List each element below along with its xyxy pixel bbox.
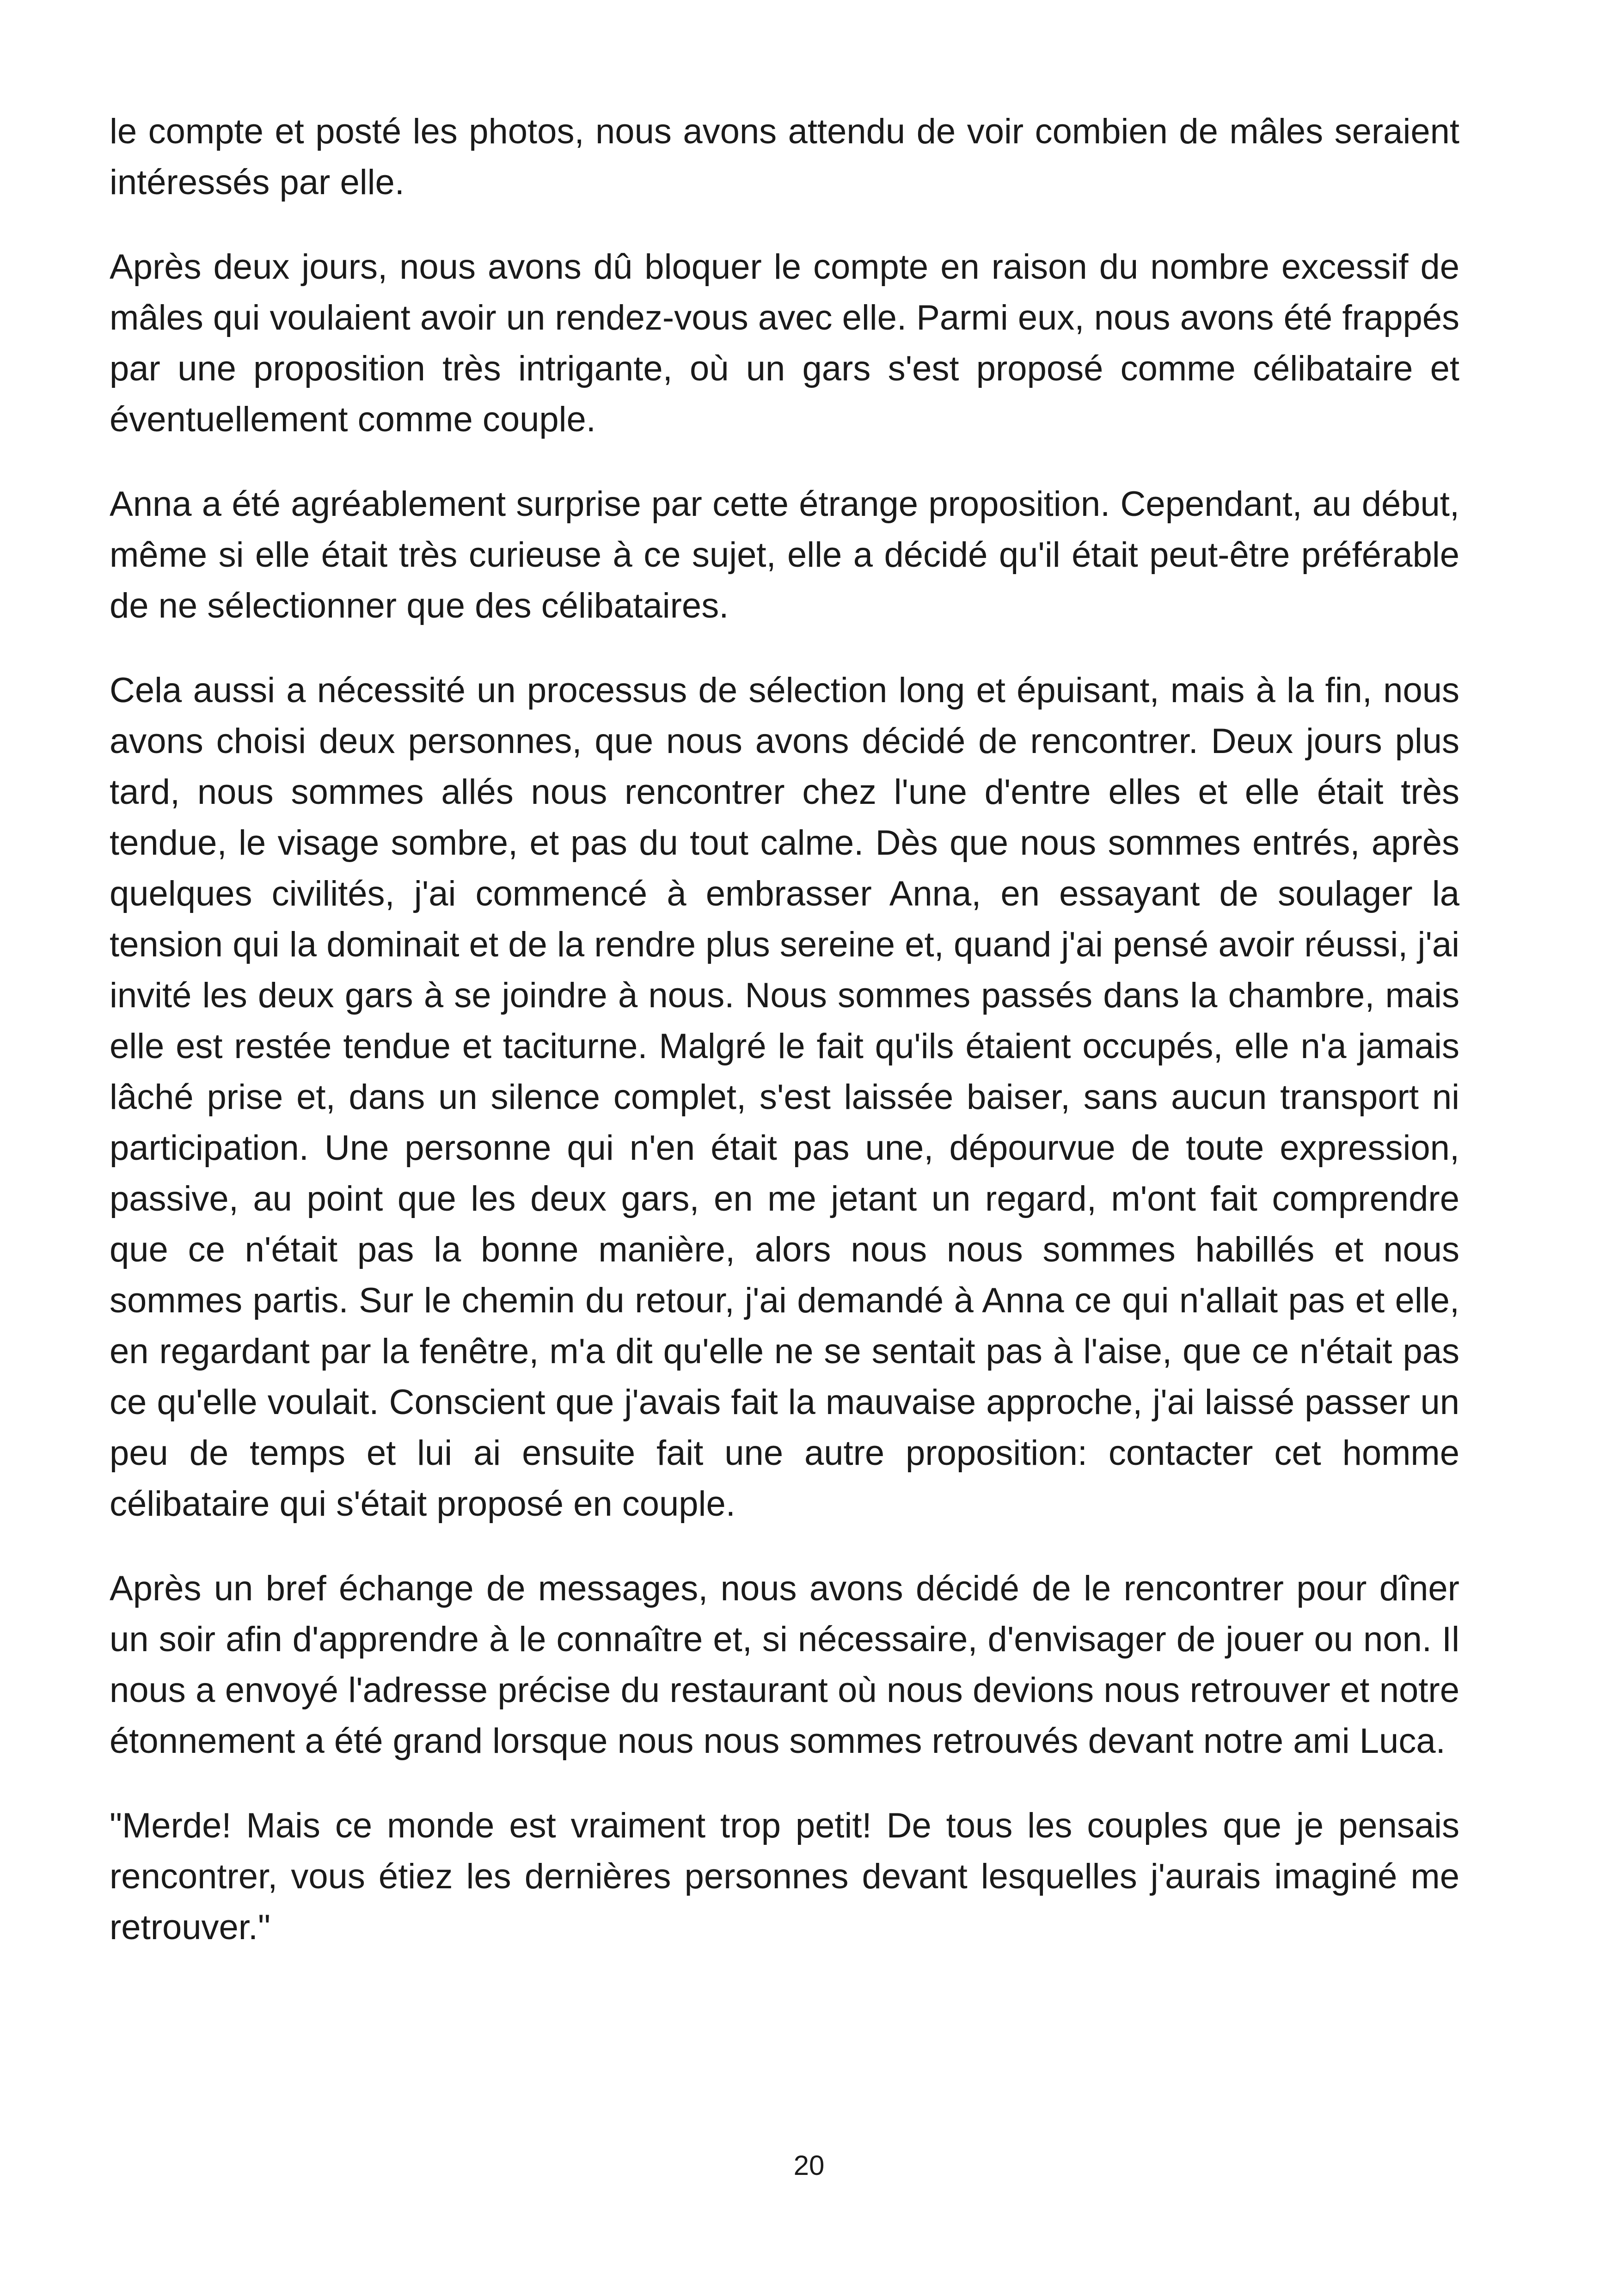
body-text — [110, 106, 1459, 1953]
paragraph: Anna a été agréablement surprise par cette étrange proposition. Cependant, au début, même si elle était très curieuse à ce sujet, elle a décidé qu'il était peut-être préférable de ne sélectionner que des célibataires. — [110, 484, 1459, 625]
paragraph: "Merde! Mais ce monde est vraiment trop petit! De tous les couples que je pensais rencontrer, vous étiez les dernières personnes devant lesquelles j'aurais imaginé me retrouver." — [110, 1806, 1459, 1947]
page-number: 20 — [793, 2150, 825, 2181]
paragraph: Après un bref échange de messages, nous avons décidé de le rencontrer pour dîner un soir afin d'apprendre à le connaître et, si nécessaire, d'envisager de jouer ou non. Il nous a envoyé l'adresse précise du restaurant où nous devions nous retrouver et notre étonnement a été grand lorsque nous nous sommes retrouvés devant notre ami Luca. — [110, 1569, 1459, 1761]
paragraph: Après deux jours, nous avons dû bloquer le compte en raison du nombre excessif de mâles qui voulaient avoir un rendez-vous avec elle. Parmi eux, nous avons été frappés par une proposition très intrigante, où un gars s'est proposé comme célibataire et éventuellement comme couple. — [110, 247, 1459, 439]
paragraph: Cela aussi a nécessité un processus de sélection long et épuisant, mais à la fin, nous avons choisi deux personnes, que nous avons décidé de rencontrer. Deux jours plus tard, nous sommes allés nous rencontrer chez l'une d'entre elles et elle était très tendue, le visage sombre, et pas du tout calme. Dès que nous sommes entrés, après quelques civilités, j'ai commencé à embrasser Anna, en essayant de soulager la tension qui la dominait et de la rendre plus sereine et, quand j'ai pensé avoir réussi, j'ai invité les deux gars à se joindre à nous. Nous sommes passés dans la chambre, mais elle est restée tendue et taciturne. Malgré le fait qu'ils étaient occupés, elle n'a jamais lâché prise et, dans un silence complet, s'est laissée baiser, sans aucun transport ni participation. Une personne qui n'en était pas une, dépourvue de toute expression, passive, au point que les deux gars, en me jetant un regard, m'ont fait comprendre que ce n'était pas la bonne manière, alors nous nous sommes habillés et nous sommes partis. Sur le chemin du retour, j'ai demandé à Anna ce qui n'allait pas et elle, en regardant par la fenêtre, m'a dit qu'elle ne se sentait pas à l'aise, que ce n'était pas ce qu'elle voulait. Conscient que j'avais fait la mauvaise approche, j'ai laissé passer un peu de temps et lui ai ensuite fait une autre proposition: contacter cet homme célibataire qui s'était proposé en couple. — [110, 671, 1459, 1524]
paragraph: le compte et posté les photos, nous avons attendu de voir combien de mâles seraient intéressés par elle. — [110, 112, 1459, 202]
